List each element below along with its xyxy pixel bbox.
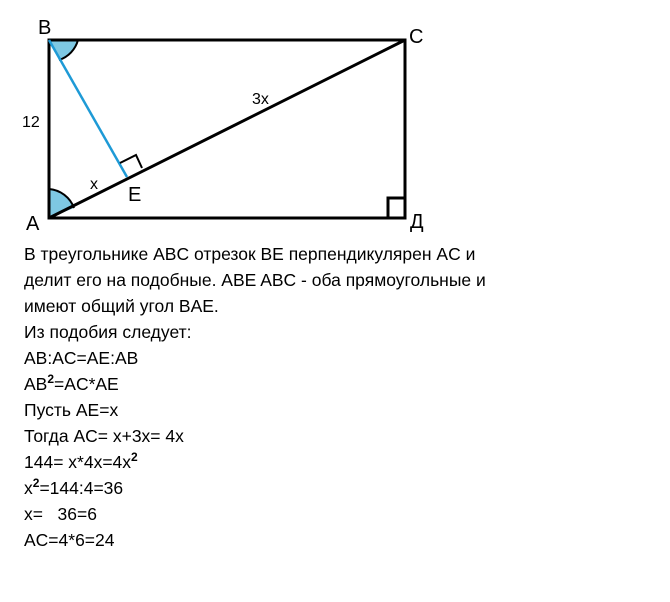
perpendicular-be [49,40,127,177]
solution-line [24,371,486,397]
label-ae: x [90,176,98,193]
solution-line [24,475,486,501]
solution-line: x= 36=6 [24,504,97,524]
label-d: Д [410,211,424,233]
solution-line: Тогда AC= x+3x= 4x [24,426,184,446]
label-ab-length: 12 [22,114,40,131]
label-b: B [38,17,52,39]
right-angle-mark-d [388,198,405,218]
right-angle-mark-e [120,155,142,168]
solution-line: Пусть AE=x [24,400,119,420]
geometry-figure [0,0,670,240]
formula-base: AB [24,374,48,394]
solution-line: AC=4*6=24 [24,530,115,550]
diagonal-ac [49,40,405,218]
formula-base: x [24,478,33,498]
label-e: E [128,184,142,206]
exponent: 2 [47,372,55,387]
solution-text [24,241,486,553]
label-c: C [409,26,424,48]
exponent: 2 [32,476,40,491]
formula-rest: =AC*AE [54,374,119,394]
exponent: 2 [131,450,138,465]
solution-line: имеют общий угол BAE. [24,296,219,316]
solution-line: Из подобия следует: [24,322,192,342]
label-a: A [26,213,40,235]
solution-line: AB:AC=AE:AB [24,348,139,368]
solution-line [24,449,486,475]
label-ec: 3x [252,91,269,108]
formula-main: 144= x*4x=4x [24,452,132,472]
solution-line: делит его на подобные. ABE ABC - оба прямоугольные и [24,270,486,290]
solution-line: В треугольнике ABC отрезок BE перпендикулярен AC и [24,244,476,264]
formula-rest: =144:4=36 [39,478,124,498]
